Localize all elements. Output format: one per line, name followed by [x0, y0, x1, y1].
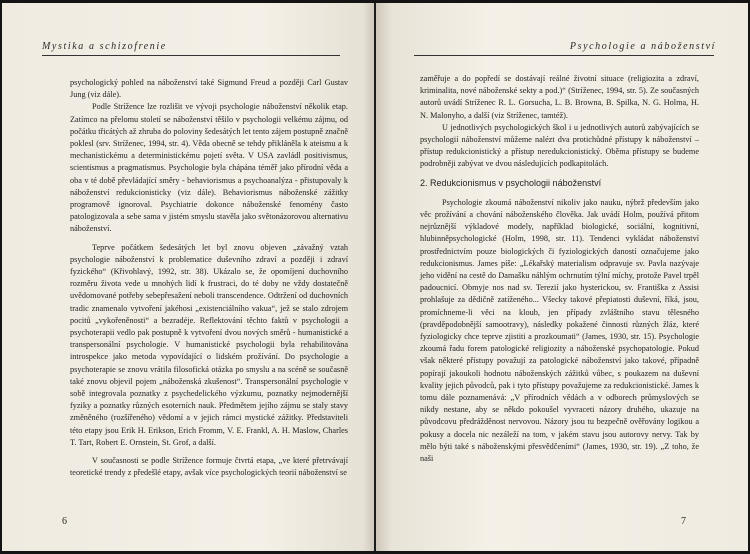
paragraph: psychologický pohled na náboženství také Sigmund Freud a později Carl Gustav Jung (viz dále).	[70, 78, 348, 100]
paragraph: Psychologie zkoumá náboženství nikoliv jako nauku, nýbrž především jako věc prožívání a chování náboženského člověka. Jak uvádí Holm, používá přitom nejrůznější výkladové modely, například biologické, sociální, kognitivní, hlubinněpsychologické (Holm, 1998, str. 11). Tendenci vykládat náboženství prostřednictvím pouze biologických či fyziologických daností označujeme jako redukcionismus. James píše: „Lékařský materialism odpravuje sv. Pavla nazývaje jeho vidění na cestě do Damašku náhlým ochrnutím týlní míchy, protože Pavel trpěl padoucnicí. Obmyje nos nad sv. Terezií jako hysterickou, sv. Františka z Assisi prohlašuje za dědičně zatíženého... Všecky takové přepiatosti duševní, říká, jsou, promíchneme-li věci na kloub, jen případy zvláštního stavu tělesného (pravděpodobnější samootravy), následky pokažené činnosti různých žláz, které fyziologicky chce teprve zjistiti a prozkoumati“ (James, 1930, str. 15). Psychologie zkoumá řadu forem patologické religiozity a náboženské psychopatologie. Pokud však některé přístupy považují za patologické náboženství jako takové, případně popírají jakoukoli hodnotu náboženských zážitků vůbec, s poukazem na duševní kvality jejich původců, pak i tyto přístupy považujeme za redukcionistické. James k tomu dále poznamenává: „V přírodních vědách a v odborech průmyslových se nikdy nestane, aby se někdo pokoušel vyvraceti názory druhého, ukazuje na původcovu předrážděnost nervovou. Názory jsou tu bezpečně ověřovány logikou a pokusy a docela nic nezáleží na tom, v jakém stavu jsou autorovy nervy. Tak by mělo býti také s náboženskými přesvědčeními“ (James, 1930, str. 19). „Z toho, že naši	[420, 197, 699, 464]
right-running-header: Psychologie a náboženství	[569, 41, 716, 52]
left-header-rule	[42, 55, 340, 56]
right-page	[376, 3, 748, 551]
section-heading: 2. Redukcionismus v psychologii náboženství	[420, 177, 602, 188]
left-page-number: 6	[62, 516, 67, 527]
paragraph: Teprve počátkem šedesátých let byl znovu objeven „závažný vztah psychologie náboženství k problematice duševního zdraví a později i zdraví fyzického“ (Křivohlavý, 1992, str. 38). Ukázalo se, že opomíjení duchovního rozměru života vede u mnohých lidí k frustraci, do té doby ne vždy dostatečně uvědomované potřeby sebepřesažení neboli transcendence. Odtržení od duchovních tradic znamenalo vytvoření jakéhosi „existenciálního vakua“, jež se stalo zdrojem pocitů „vykořeněnosti“ a bezradéje. Reflektování těchto faktů v psychologii a psychoterapii vedlo pak postupně k vytvoření dvou nových směrů - humanistické a transpersonální psychologie. V humanistické psychologii byla rehabilitována introspekce jako metoda vypovídající o lidském prožívání. Do psychologie a psychoterapie se znovu vrátila filosofická otázka po smyslu a na scéně se současně také znovu objevil pojem „náboženská zkušenost“. Transpersonální psychologie v sobě integrovala poznatky z psychedelického výzkumu, poznatky nejmodernější fyziky a poznatky různých esoterních nauk. Předmětem jejího zájmu se staly stavy změněného (rozšířeného) vědomí a v jejich rámci mystické zážitky. Představiteli této etapy jsou Erik H. Erikson, Erich Fromm, V. E. Frankl, A. H. Maslow, Charles T. Tart, Robert E. Ornstein, St. Grof, a další.	[70, 242, 348, 447]
paragraph: V současnosti se podle Strížence formuje čtvrtá etapa, „ve které přetrvávají teoretické trendy z předešlé etapy, avšak více psychologických teorií náboženství se	[70, 456, 348, 478]
right-page-number: 7	[681, 516, 686, 527]
right-header-rule	[414, 55, 714, 56]
paragraph: zaměřuje a do popředí se dostávají reálné životní situace (religiozita a zdraví, kriminalita, nové náboženské sekty a pod.)“ (Stríženec, 1994, str. 5). Ze současných autorů uvádí Stríženec R. L. Gorsucha, L. B. Browna, B. Spilka, N. G. Holma, H. N. Malonyho, a další (viz Stríženec, tamtéž).	[420, 74, 699, 120]
paragraph: Podle Strížence lze rozlišit ve vývoji psychologie náboženství několik etap. Zatímco na přelomu století se náboženství těšilo v psychologii velkému zájmu, od počátku třicátých až zhruba do poloviny šedesátých let tento zájem postupně značně poklesl (srv. Stríženec, 1994, str. 4). Věda obecně se tehdy přiklánělа k ateismu a k mechanistickému a deterministickému pojetí světa. V USA zavládl positivismus, scientismus a pragmatismus. Psychologie byla chápána téměř jako přírodní věda a oba v té době převládající směry - behaviorismus a psychoanalýza - přistupovaly k náboženství redukcionisticky (viz dále). Behaviorismus náboženské zážitky programově ignoroval. Psychiatrie dokonce náboženské fenomény často patologizovala a sebe sama v jistém smyslu stavěla jako světonázorovou alternativu náboženství.	[70, 102, 348, 234]
paragraph: U jednotlivých psychologických škol i u jednotlivých autorů zabývajících se psychologií náboženství můžeme nalézt dva protichůdné přístupy k náboženství – přístup redukcionistický a přístup neredukcionistický. Oběma přístupy se budeme podrobněji zabývat ve dvou následujících podkapitolách.	[420, 122, 699, 169]
left-body-text	[70, 77, 348, 480]
left-page	[2, 3, 374, 551]
right-body-text	[420, 73, 699, 465]
book-spread	[2, 3, 748, 551]
left-running-header: Mystika a schizofrenie	[42, 41, 167, 52]
